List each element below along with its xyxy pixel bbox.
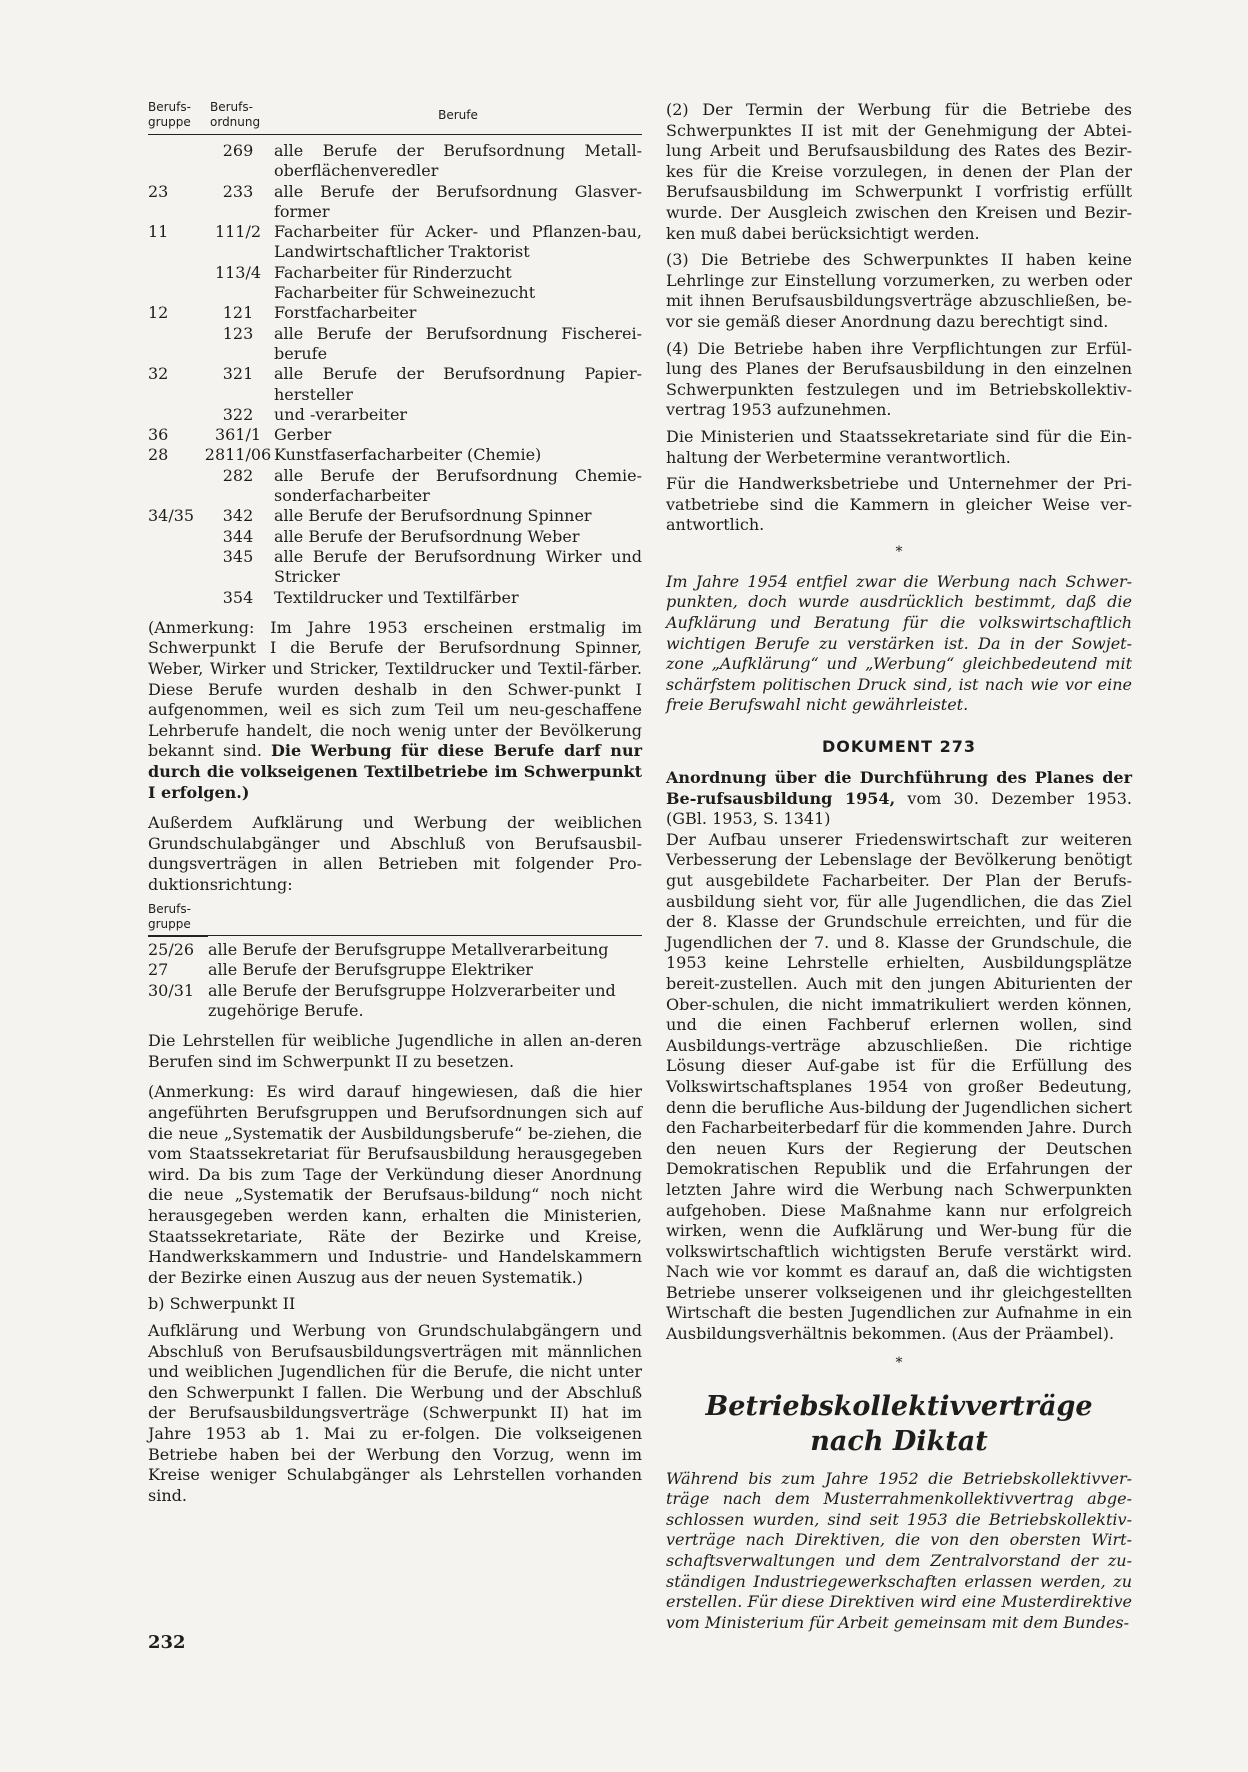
row-berufsgruppe bbox=[148, 588, 202, 608]
row-berufe: alle Berufe der Berufsgruppe Elektriker bbox=[208, 960, 533, 980]
row-berufe: alle Berufe der Berufsordnung Fischerei-berufe bbox=[274, 323, 642, 363]
row-berufe: Textildrucker und Textilfärber bbox=[274, 587, 519, 607]
row-berufsgruppe bbox=[148, 141, 202, 182]
table-row bbox=[148, 506, 642, 526]
table-row bbox=[148, 527, 642, 547]
row-berufsordnung: 233 bbox=[222, 181, 254, 201]
row-berufsgruppe: 30/31 bbox=[148, 980, 195, 1000]
row-berufsgruppe bbox=[148, 547, 202, 588]
paragraph-female-graduates: Außerdem Aufklärung und Werbung der weiblichen Grundschulabgänger und Abschluß von Berufsausbil-dungsverträgen in allen Betrieben mit folgender Pro-duktionsrichtung: bbox=[148, 813, 642, 894]
row-berufsordnung: 345 bbox=[222, 546, 254, 566]
row-berufsordnung: 344 bbox=[222, 526, 254, 546]
paragraph-4: (4) Die Betriebe haben ihre Verpflichtungen zur Erfül-lung des Planes der Berufsausbildung in den einzelnen Schwerpunkten festzulegen und im Betriebskollektiv-vertrag 1953 aufzunehmen. bbox=[666, 338, 1132, 420]
table-row bbox=[148, 445, 642, 465]
row-berufsgruppe: 27 bbox=[148, 960, 169, 980]
occupation-table bbox=[148, 135, 642, 608]
table-row bbox=[148, 981, 642, 1022]
row-berufe: alle Berufe der Berufsordnung Papier-hersteller bbox=[274, 364, 642, 404]
header-berufsgruppe: Berufs- gruppe bbox=[148, 100, 191, 129]
row-berufe: alle Berufe der Berufsordnung Wirker und Stricker bbox=[274, 546, 642, 587]
row-berufsordnung: 111/2 bbox=[214, 222, 262, 242]
row-berufsordnung: 269 bbox=[222, 141, 254, 160]
row-berufe: Facharbeiter für Rinderzucht Facharbeiter für Schweinezucht bbox=[274, 262, 536, 303]
heading-schwerpunkt-2: b) Schwerpunkt II bbox=[148, 1294, 296, 1314]
note-1 bbox=[148, 618, 642, 803]
row-berufe: alle Berufe der Berufsordnung Chemie-sonderfacharbeiter bbox=[274, 465, 642, 506]
row-berufsordnung: 321 bbox=[222, 364, 254, 384]
row-berufsordnung: 354 bbox=[222, 587, 254, 607]
paragraph-3: (3) Die Betriebe des Schwerpunktes II haben keine Lehrlinge zur Einstellung vorzumerken, zu werben oder mit ihnen Berufsausbildungsverträge abzuschließen, be-vor sie gemäß dieser Anordnung dazu berechtigt sind. bbox=[666, 250, 1132, 331]
table-row bbox=[148, 303, 642, 323]
row-berufsordnung: 282 bbox=[222, 465, 254, 485]
occupation-table-header bbox=[148, 100, 642, 135]
table-row bbox=[148, 466, 642, 507]
row-berufsgruppe: 12 bbox=[148, 303, 169, 323]
commentary-1: Im Jahre 1954 entfiel zwar die Werbung nach Schwer-punkten, doch wurde ausdrücklich bestimmt, daß die Aufklärung und Beratung für die volkswirtschaftlich wichtigen Berufe zu verstärken ist. Da in der Sowjet-zone „Aufklärung“ und „Werbung“ gleichbedeutend mit schärfstem politischen Druck sind, ist nach wie vor eine freie Berufswahl nicht gewährleistet. bbox=[666, 571, 1132, 715]
section-title-line-1: Betriebskollektivverträge bbox=[705, 1390, 1093, 1422]
page-number: 232 bbox=[148, 1632, 186, 1653]
table-row bbox=[148, 960, 642, 980]
row-berufe: Kunstfaserfacharbeiter (Chemie) bbox=[274, 445, 542, 465]
note-2: (Anmerkung: Es wird darauf hingewiesen, daß die hier angeführten Berufsgruppen und Berufsordnungen sich auf die neue „Systematik der Ausbildungsberufe“ be-ziehen, die vom Staatssekretariat für Berufsausbildung herausgegeben wird. Da bis zum Tage der Verkündung dieser Anordnung die neue „Systematik der Berufsaus-bildung“ noch nicht herausgegeben werden kann, erhalten die Ministerien, Staatssekretariate, Räte der Bezirke und Kreise, Handwerkskammern und Industrie- und Handelskammern der Bezirke einen Auszug aus der neuen Systematik.) bbox=[148, 1082, 642, 1287]
table-row bbox=[148, 940, 642, 960]
row-berufe: alle Berufe der Berufsordnung Metall-oberflächenveredler bbox=[274, 141, 642, 181]
header-berufsordnung: Berufs- ordnung bbox=[210, 100, 261, 129]
row-berufsgruppe bbox=[148, 324, 202, 365]
paragraph-5: Die Ministerien und Staatssekretariate sind für die Ein-haltung der Werbetermine verantwortlich. bbox=[666, 426, 1132, 467]
commentary-2: Während bis zum Jahre 1952 die Betriebskollektivver-träge nach dem Musterrahmenkollektivvertrag abge-schlossen wurden, sind seit 1953 die Betriebskollektiv-verträge nach Direktiven, die von den obersten Wirt-schaftsverwaltungen und dem Zentralvorstand der zu-ständigen Industriegewerkschaften erlassen werden, zu erstellen. Für diese Direktiven wird eine Musterdirektive vom Ministerium für Arbeit gemeinsam mit dem Bundes- bbox=[666, 1468, 1132, 1632]
table-row bbox=[148, 405, 642, 425]
row-berufsordnung: 361/1 bbox=[214, 425, 262, 445]
document-title: DOKUMENT 273 bbox=[821, 737, 977, 757]
table-row bbox=[148, 547, 642, 588]
row-berufsgruppe bbox=[148, 466, 202, 507]
paragraph-lehrstellen: Die Lehrstellen für weibliche Jugendliche in allen an-deren Berufen sind im Schwerpunkt II zu besetzen. bbox=[148, 1031, 642, 1071]
row-berufsordnung: 123 bbox=[222, 323, 254, 343]
document-heading bbox=[666, 768, 1132, 830]
row-berufe: alle Berufe der Berufsgruppe Metallverarbeitung bbox=[208, 940, 609, 960]
row-berufsgruppe: 25/26 bbox=[148, 940, 195, 960]
table-row bbox=[148, 588, 642, 608]
row-berufsgruppe bbox=[148, 405, 202, 425]
document-heading-bold: Anordnung über die Durchführung des Planes der Be-rufsausbildung 1954, bbox=[666, 768, 1132, 808]
section-title bbox=[666, 1389, 1132, 1459]
row-berufsgruppe bbox=[148, 263, 202, 304]
section-separator-star: * bbox=[895, 543, 903, 560]
occupation-group-table bbox=[148, 936, 642, 1021]
paragraph-schwerpunkt-2: Aufklärung und Werbung von Grundschulabgängern und Abschluß von Berufsausbildungsverträgen mit männlichen und weiblichen Jugendlichen für die Berufe, die nicht unter den Schwerpunkt I fallen. Die Werbung und der Abschluß der Berufsausbildungsverträge (Schwerpunkt II) hat im Jahre 1953 ab 1. Mai zu er-folgen. Die volkseigenen Betriebe haben bei der Werbung den Vorzug, wenn im Kreise weniger Schulabgänger als Lehrstellen vorhanden sind. bbox=[148, 1320, 642, 1505]
row-berufe: alle Berufe der Berufsordnung Glasver-former bbox=[274, 181, 642, 221]
row-berufsordnung: 322 bbox=[222, 404, 254, 424]
row-berufe: Gerber bbox=[274, 425, 332, 445]
section-separator-star-2: * bbox=[895, 1354, 903, 1371]
row-berufe: Facharbeiter für Acker- und Pflanzen-bau, Landwirtschaftlicher Traktorist bbox=[274, 222, 642, 262]
row-berufsgruppe: 32 bbox=[148, 364, 169, 384]
section-title-line-2: nach Diktat bbox=[810, 1425, 988, 1457]
header-berufe: Berufe bbox=[438, 108, 478, 122]
table-row bbox=[148, 263, 642, 304]
row-berufe: alle Berufe der Berufsordnung Spinner bbox=[274, 506, 592, 526]
row-berufsgruppe: 11 bbox=[148, 222, 169, 242]
row-berufsordnung: 2811/06 bbox=[204, 445, 272, 465]
row-berufe: alle Berufe der Berufsordnung Weber bbox=[274, 526, 580, 546]
left-column bbox=[148, 100, 642, 1506]
table-row bbox=[148, 222, 642, 263]
table-row bbox=[148, 425, 642, 445]
right-column bbox=[666, 100, 1132, 1633]
row-berufsordnung: 113/4 bbox=[214, 262, 262, 282]
row-berufsgruppe: 28 bbox=[148, 445, 169, 465]
table-row bbox=[148, 324, 642, 365]
row-berufsordnung: 342 bbox=[222, 506, 254, 526]
paragraph-6: Für die Handwerksbetriebe und Unternehmer der Pri-vatbetriebe sind die Kammern in gleicher Weise ver-antwortlich. bbox=[666, 474, 1132, 535]
table2-header-berufsgruppe: Berufs- gruppe bbox=[148, 902, 208, 937]
document-body: Der Aufbau unserer Friedenswirtschaft zur weiteren Verbesserung der Lebenslage der Bevölkerung benötigt gut ausgebildete Facharbeiter. Der Plan der Berufs-ausbildung sieht vor, für alle Jugendlichen, die das Ziel der 8. Klasse der Grundschule erreichten, und für die Jugendlichen der 7. und 8. Klasse der Grundschule, die 1953 keine Lehrstelle erhielten, Ausbildungsplätze bereit-zustellen. Auch mit den jungen Abiturienten der Ober-schulen, die nicht immatrikuliert werden können, und die einen Fachberuf erlernen wollen, sind Ausbildungs-verträge abzuschließen. Die richtige Lösung dieser Auf-gabe ist für die Erfüllung des Volkswirtschaftsplanes 1954 von großer Bedeutung, denn die berufliche Aus-bildung der Jugendlichen sichert den Facharbeiterbedarf für die kommenden Jahre. Durch den neuen Kurs der Regierung der Deutschen Demokratischen Republik und die Erfahrungen der letzten Jahre wird die Werbung nach Schwerpunkten aufgehoben. Diese Maßnahme kann nur erfolgreich wirken, wenn die Aufklärung und Wer-bung für die volkswirtschaftlich wichtigsten Berufe verstärkt wird. Nach wie vor kommt es darauf an, daß die wichtigsten Betriebe unserer volkseigenen und ihr gleichgestellten Wirtschaft die besten Jugendlichen zur Aufnahme in ein Ausbildungsverhältnis bekommen. (Aus der Präambel). bbox=[666, 829, 1132, 1344]
row-berufsgruppe bbox=[148, 527, 202, 547]
note-1-bold: Die Werbung für diese Berufe darf nur durch die volkseigenen Textilbetriebe im Schwerpunkt I erfolgen.) bbox=[148, 741, 642, 802]
row-berufe: alle Berufe der Berufsgruppe Holzverarbeiter und zugehörige Berufe. bbox=[208, 980, 616, 1020]
document-heading-rest: vom 30. Dezember 1953. (GBl. 1953, S. 1341) bbox=[666, 788, 1132, 829]
table-row bbox=[148, 364, 642, 405]
note-1-text: (Anmerkung: Im Jahre 1953 erscheinen erstmalig im Schwerpunkt I die Berufe der Berufsordnung Spinner, Weber, Wirker und Stricker, Textildrucker und Textil-färber. Diese Berufe wurden deshalb in den Schwer-punkt I aufgenommen, weil es sich zum Teil um neu-geschaffene Lehrberufe handelt, die noch wenig unter der Bevölkerung bekannt sind. bbox=[148, 617, 642, 761]
paragraph-2: (2) Der Termin der Werbung für die Betriebe des Schwerpunktes II ist mit der Genehmigung der Abtei-lung Arbeit und Berufsausbildung des Rates des Bezir-kes für die Kreise vorzulegen, in denen der Plan der Berufsausbildung im Schwerpunkt I vorfristig erfüllt wurde. Der Ausgleich zwischen den Kreisen und Bezir-ken muß dabei berücksichtigt werden. bbox=[666, 100, 1132, 243]
row-berufsgruppe: 23 bbox=[148, 181, 169, 201]
row-berufsgruppe: 34/35 bbox=[148, 506, 195, 526]
table-row bbox=[148, 182, 642, 223]
row-berufsgruppe: 36 bbox=[148, 425, 169, 445]
row-berufe: Forstfacharbeiter bbox=[274, 303, 417, 323]
row-berufsordnung: 121 bbox=[222, 303, 254, 323]
row-berufe: und -verarbeiter bbox=[274, 404, 408, 424]
table-row bbox=[148, 141, 642, 182]
